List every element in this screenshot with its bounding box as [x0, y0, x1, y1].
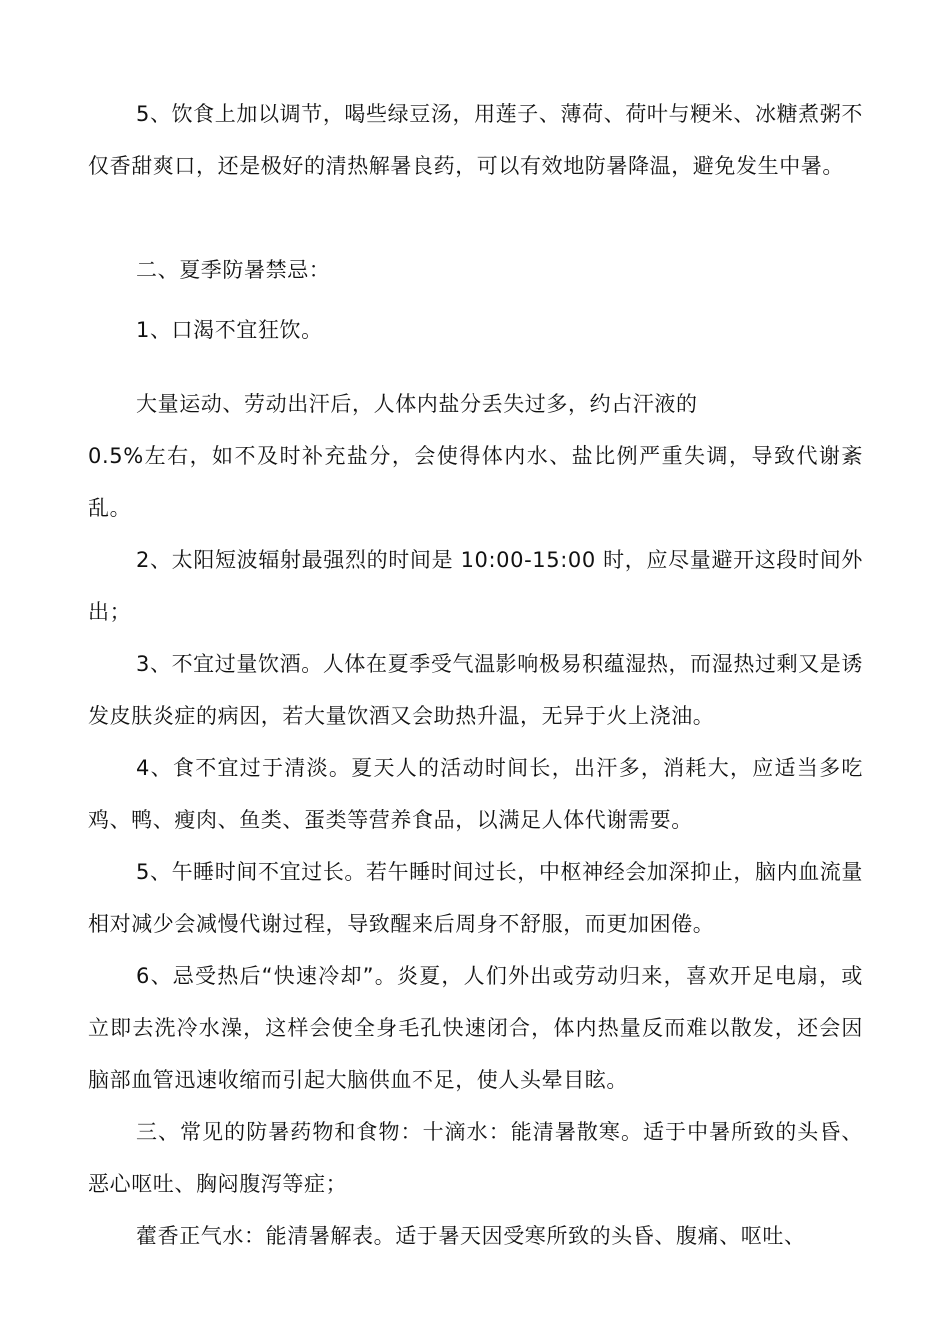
paragraph-salt-loss-line1: 大量运动、劳动出汗后，人体内盐分丢失过多，约占汗液的 — [136, 392, 698, 416]
paragraph-diet-not-too-bland: 4、食不宜过于清淡。夏天人的活动时间长，出汗多，消耗大，应适当多吃鸡、鸭、瘦肉、鱼类、蛋类等营养食品，以满足人体代谢需要。 — [88, 756, 863, 832]
paragraph-no-excess-alcohol: 3、不宜过量饮酒。人体在夏季受气温影响极易积蕴湿热，而湿热过剩又是诱发皮肤炎症的病因，若大量饮酒又会助热升温，无异于火上浇油。 — [88, 652, 863, 728]
paragraph-nap-not-too-long: 5、午睡时间不宜过长。若午睡时间过长，中枢神经会加深抑止，脑内血流量相对减少会减慢代谢过程，导致醒来后周身不舒服，而更加困倦。 — [88, 860, 863, 936]
paragraph-sun-radiation: 2、太阳短波辐射最强烈的时间是 10:00-15:00 时，应尽量避开这段时间外出； — [88, 548, 863, 624]
paragraph-common-remedies: 三、常见的防暑药物和食物：十滴水：能清暑散寒。适于中暑所致的头昏、恶心呕吐、胸闷腹泻等症； — [88, 1120, 863, 1196]
item-heading-no-binge-drinking-water: 1、口渴不宜狂饮。 — [136, 318, 323, 342]
paragraph-salt-loss-line2: 0.5%左右，如不及时补充盐分，会使得体内水、盐比例严重失调，导致代谢紊乱。 — [88, 444, 863, 520]
paragraph-diet-adjustment: 5、饮食上加以调节，喝些绿豆汤，用莲子、薄荷、荷叶与粳米、冰糖煮粥不仅香甜爽口，还是极好的清热解暑良药，可以有效地防暑降温，避免发生中暑。 — [88, 102, 863, 178]
paragraph-no-rapid-cooling: 6、忌受热后“快速冷却”。炎夏，人们外出或劳动归来，喜欢开足电扇，或立即去洗冷水澡，这样会使全身毛孔快速闭合，体内热量反而难以散发，还会因脑部血管迅速收缩而引起大脑供血不足，使人头晕目眩。 — [88, 964, 863, 1092]
section-heading-summer-taboos: 二、夏季防暑禁忌： — [136, 258, 331, 282]
paragraph-huoxiang-zhengqi: 藿香正气水：能清暑解表。适于暑天因受寒所致的头昏、腹痛、呕吐、 — [136, 1224, 806, 1248]
